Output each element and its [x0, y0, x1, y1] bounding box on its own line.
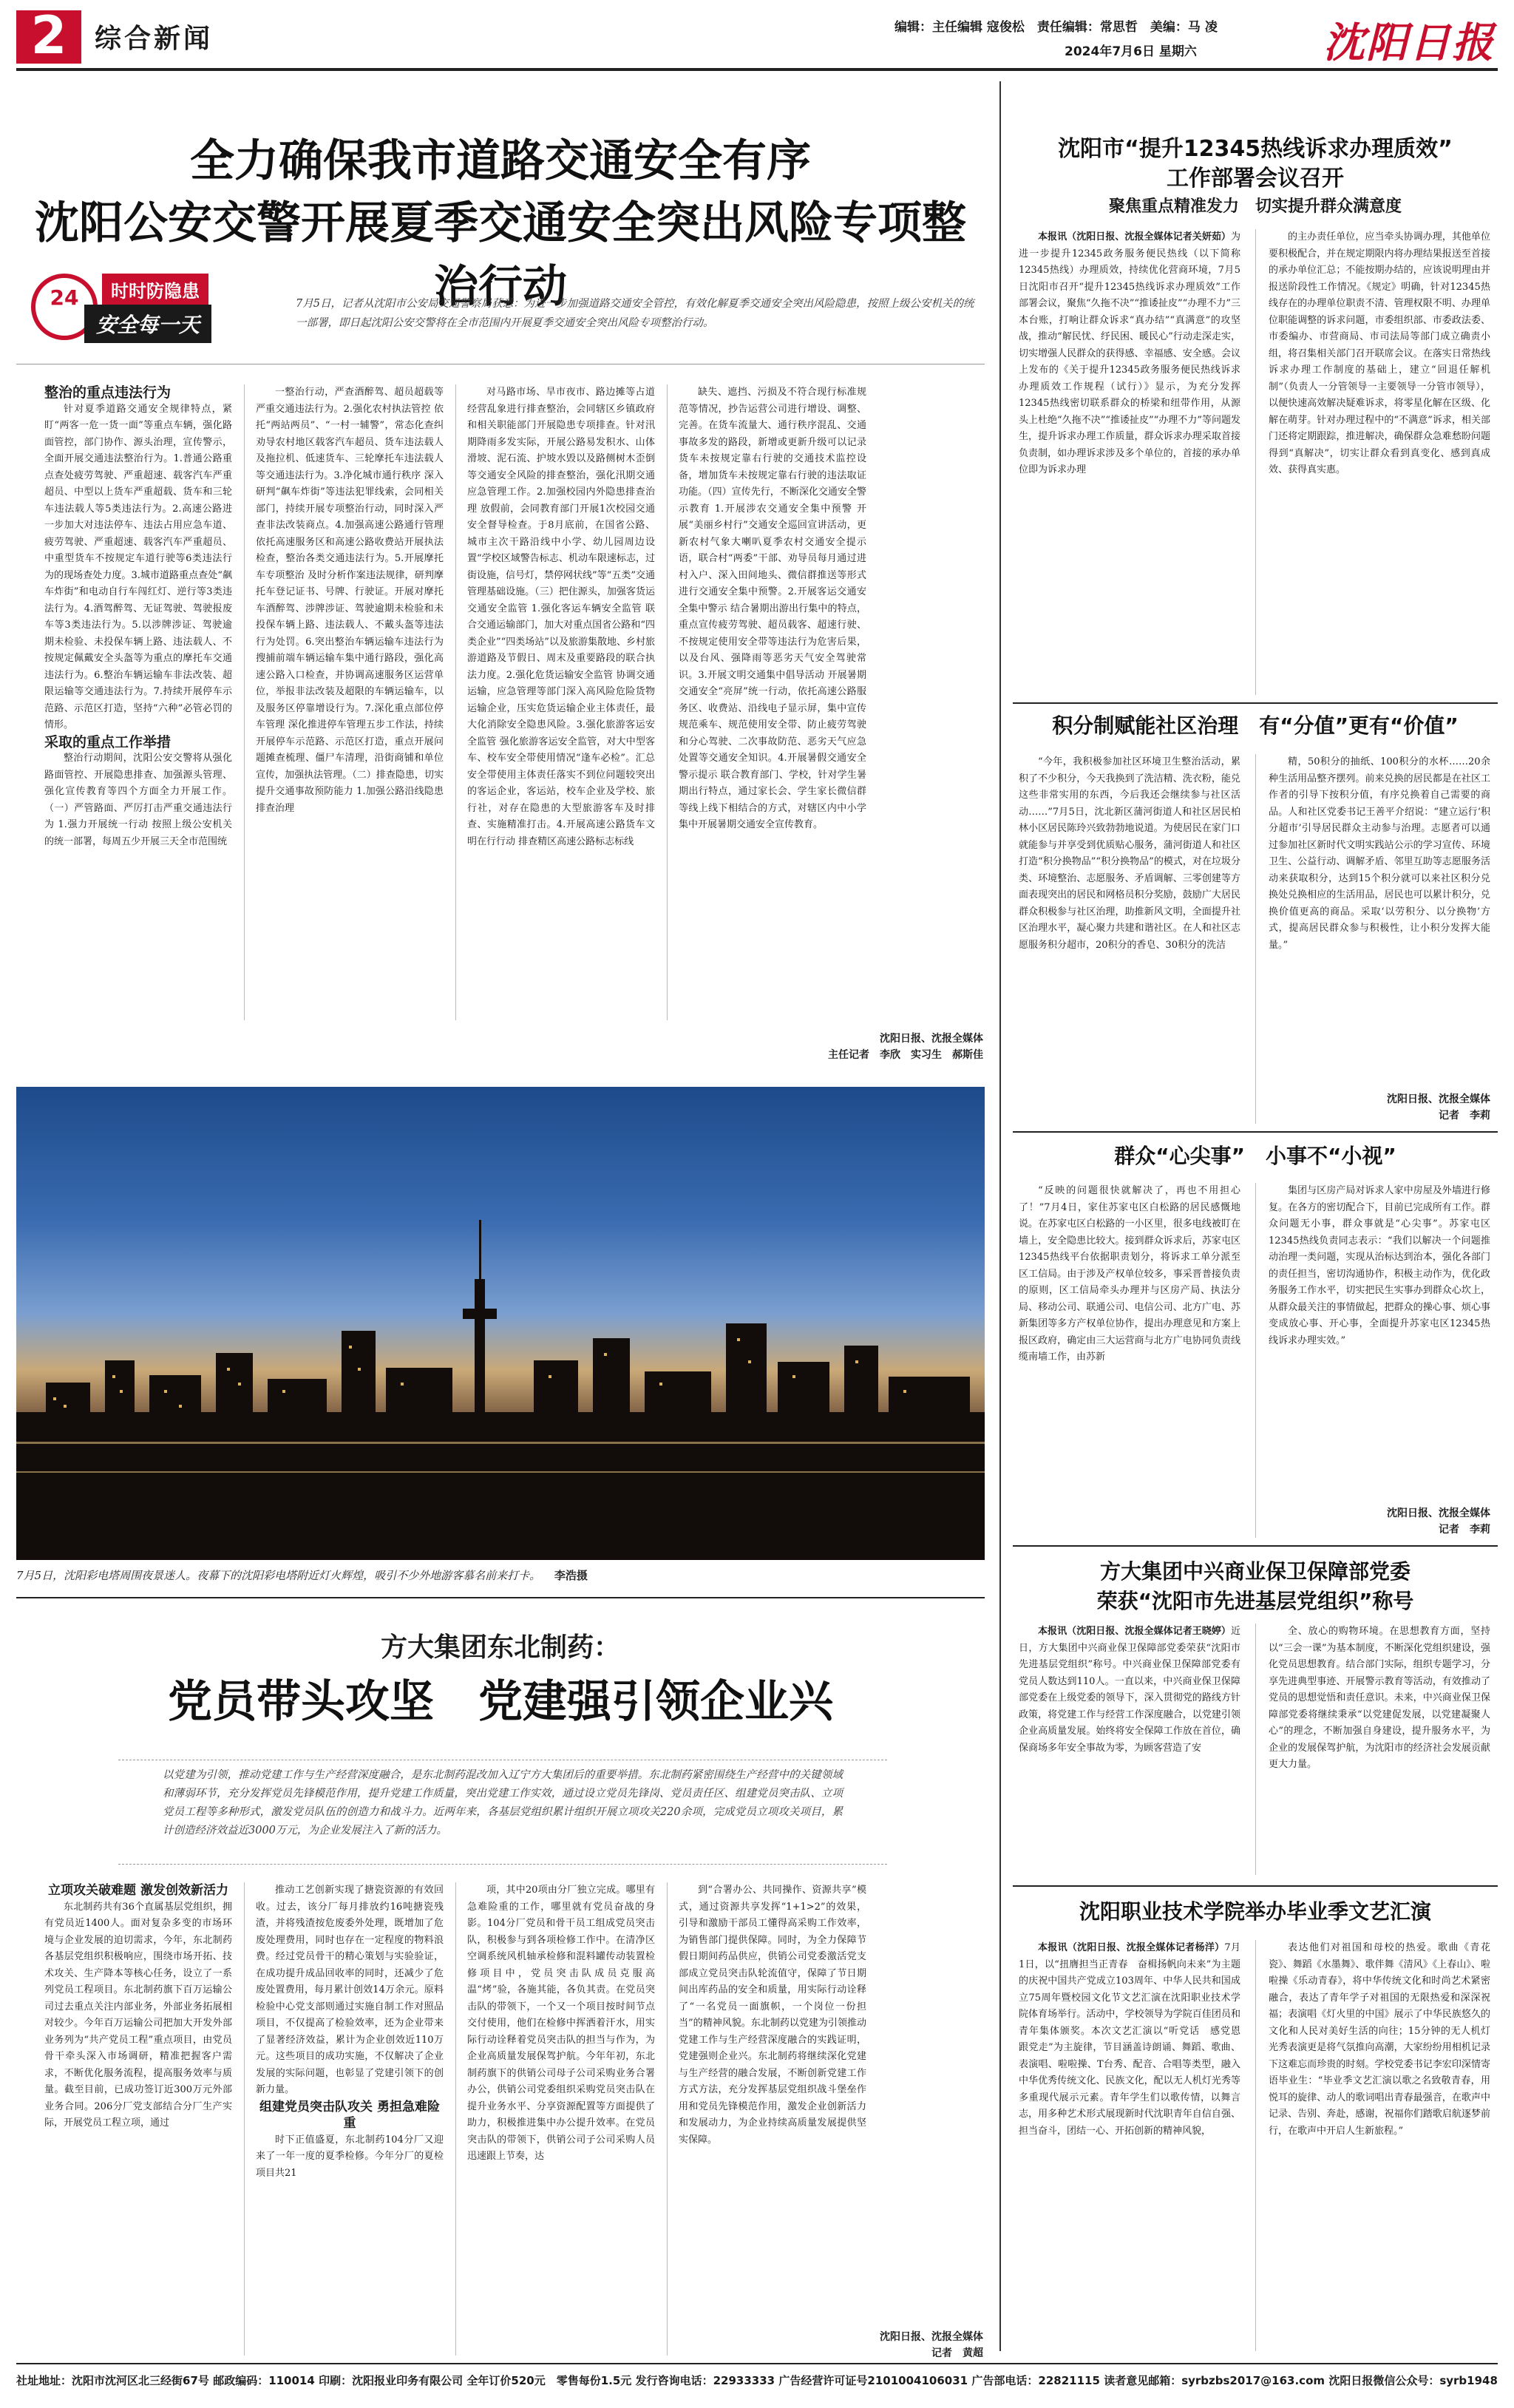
footer-wechat: 沈阳日报微信公众号：syrb1948 [1328, 2373, 1498, 2387]
footer-subscription: 全年订价520元 零售每份1.5元 [466, 2373, 632, 2387]
main-article-col-4-text: 缺失、遮挡、污损及不符合现行标准规范等情况，抄告运营公司进行增设、调整、完善。在货车流量大、通行秩序混乱、交通事故多发的路段，新增或更新升级可以记录货车未按规定靠右行驶的交通技术监控设备，增加货车未按规定靠右行驶的违法取证功能。（四）宣传先行，不断深化交通安全警示教育 1.开展涉农交通安全集中预警 开展“美丽乡村行”交通安全巡回宣讲活动，更新农村气象大喇叭夏季农村交通安全提示语，联合村“两委”干部、劝导员每月通过进村入户、深入田间地头、微信群推送等形式进行交通安全集中预警。2.开展客运交通安全集中警示 结合暑期出游出行集中的特点，重点宣传疲劳驾驶、超员载客、超速行驶、不按规定使用安全带等违法行为危害后果，以及台风、强降雨等恶劣天气安全驾驶常识。3.开展文明交通集中倡导活动 开展暑期交通安全“亮屏”统一行动，依托高速公路服务区、收费站、沿线电子显示屏，集中宣传规范乘车、规范使用安全带、防止疲劳驾驶和分心驾驶、二次事故防范、恶劣天气应急处置等交通安全知识。4.开展暑假交通安全警示提示 联合教育部门、学校，针对学生暑期出行特点，通过家长会、学生家长微信群等线上线下相结合的方式，对辖区内中小学集中开展暑期交通安全宣传教育。 [679, 387, 866, 830]
col-divider [667, 1882, 668, 2356]
right4-col-1 [1019, 1624, 1240, 1875]
footer-printer: 印刷：沈阳报业印务有限公司 [319, 2373, 464, 2387]
article2-col-3 [467, 1882, 655, 2356]
right2-col-1-text: “今年，我积极参加社区环境卫生整治活动，累积了不少积分，今天我换到了洗洁精、洗衣粉，能兑这些非常实用的东西，今后我还会继续参与社区活动……”7月5日，沈北新区蒲河街道人和社区居民柏林小区居民陈玲兴致勃勃地说道。为使居民在家门口就能参与并享受到优质贴心服务，蒲河街道人和社区打造“积分换物品”“积分换物品”的模式，对在垃圾分类、环境整治、志愿服务、矛盾调解、三零创建等方面表现突出的居民和网格员积分奖励，鼓励广大居民群众积极参与社区治理，助推新风文明，全面提升社区治理水平，凝心聚力共建和谐社区。在人和社区志愿服务积分超市，20积分的香皂、30积分的洗洁 [1019, 756, 1240, 951]
header-rule [16, 68, 1498, 71]
article2-byline [769, 2329, 983, 2361]
right2-col-1 [1019, 754, 1240, 1124]
right3-reporter: 记者 李莉 [1439, 1524, 1490, 1536]
col-divider [1255, 229, 1256, 695]
right5-col-2 [1269, 1940, 1490, 2351]
right1-rule [1013, 702, 1498, 704]
article2-col-1-text: 东北制药共有36个直属基层党组织，拥有党员近1400人。面对复杂多变的市场环境与企业发展的迫切需求，今年，东北制药各基层党组织积极响应，围绕市场开拓、技术攻关、生产降本等核心任务，设立了一系列党员工程项目。东北制药旗下百万运输公司过去重点关注内部业务，外部业务拓展相对较少。今年百万运输公司把加大开发外部业务列为“共产党员工程”重点项目，由党员骨干牵头深入市场调研，精准把握客户需求，不断优化服务流程，提高服务效率与质量。截至目前，已成功签订近300万元外部业务合同。206分厂党支部结合分厂生产实际，开展党员工程立项，通过 [44, 1901, 232, 2129]
right1-title-1: 沈阳市“提升12345热线诉求办理质效” [1058, 136, 1453, 162]
right4-col-1-text: 近日，方大集团中兴商业保卫保障部党委荣获“沈阳市先进基层党组织”称号。中兴商业保卫保障部党委有党员人数达到110人。一直以来，中兴商业保卫保障部党委在上级党委的领导下，深入贯彻党的路线方针政策，将党建工作与经营工作深度融合，以党建引领企业高质量发展。始终将安全保障工作放在首位，确保商场多年安全事故为零，为顾客营造了安 [1019, 1626, 1240, 1754]
col-divider [244, 384, 245, 1020]
article2-col-3-text: 项，其中20项由分厂独立完成。哪里有急难险重的工作，哪里就有党员奋战的身影。104分厂党员和骨干员工组成党员突击队，积极参与到各项检修工作中。在清净区空调系统风机轴承检修和混料罐传动装置检修项目中，党员突击队成员克服高温“烤”验，各施其能，各负其责。在党员突击队的带领下，一个又一个项目按时间节点交付使用，他们在检修中挥洒着汗水，用实际行动诠释着党员突击队的担当与作为，为企业高质量发展保驾护航。今年年初，东北制药旗下的供销公司母子公司采购业务合署办公，供销公司党委组织采购党员突击队在提升业务水平、分享资源配置等方面提供了助力，积极推进集中办公提升效率。在党员突击队的带领下，供销公司子公司采购人员迅速跟上节奏，达 [467, 1885, 655, 2162]
right5-lead: 本报讯（沈阳日报、沈报全媒体记者杨洋） [1038, 1942, 1225, 1953]
city-night-photo [16, 1087, 985, 1560]
right1-col-2 [1269, 229, 1490, 695]
footer-postcode: 邮政编码：110014 [213, 2373, 315, 2387]
footer-address: 社址地址：沈阳市沈河区北三经街67号 [16, 2373, 209, 2387]
right1-col-2-text: 的主办责任单位，应当牵头协调办理，其他单位要积极配合，并在规定期限内将办理结果报送至首接的承办单位汇总；不能按期办结的，应该说明理由并报送阶段性工作情况。《规定》明确，针对12345热线存在的办理单位职责不清、管理权限不明、办理单位职能调整的诉求问题，市委组织部、市委政法委、市委编办、市营商局、市司法局等部门成立确责小组，将召集相关部门召开联席会议。在落实日常热线诉求办理工作制度的基础上，建立“回退任解机制”（负责人一分管领导一主要领导一分管市领导），以便快速高效解决疑难诉求，将零星化解在区级、化解在萌芽。针对办理过程中的“不满意”诉求，相关部门还将定期跟踪，推进解决，确保群众急难愁盼问题得到“真解决”，切实让群众看到真变化、感到真成效、获得真实惠。 [1269, 231, 1490, 475]
right3-col-2-text: 集团与区房产局对诉求人家中房屋及外墙进行修复。在各方的密切配合下，目前已完成所有工作。群众问题无小事，群众事就是“心尖事”。苏家屯区12345热线负责同志表示：“我们以解决一个问题推动治理一类问题，实现从治标达到治本，强化各部门的责任担当，密切沟通协作，积极主动作为，优化政务服务工作水平，切实把民生实事办到群众心坎上，从群众最关注的事情做起，把群众的操心事、烦心事变成放心事、开心事，全面提升苏家屯区12345热线诉求办理实效。” [1269, 1185, 1490, 1346]
main-article-col-1 [44, 384, 232, 1020]
safety-column-badge [31, 266, 245, 347]
right4-rule [1013, 1885, 1498, 1887]
main-article-title-2: 沈阳公安交警开展夏季交通安全突出风险专项整治行动 [35, 197, 966, 313]
main-article-subhead-2: 采取的重点工作举措 [44, 733, 172, 750]
main-article-title-1: 全力确保我市道路交通安全有序 [190, 135, 811, 187]
footer-rule [16, 2363, 1498, 2364]
right4-title-1: 方大集团中兴商业保卫保障部党委 [1099, 1559, 1411, 1584]
article2-intro: 以党建为引领，推动党建工作与生产经营深度融合，是东北制药混改加入辽宁方大集团后的重要举措。东北制药紧密围绕生产经营中的关键领域和薄弱环节，充分发挥党员先锋模范作用，提升党建工作质量，突出党建工作实效，通过设立党员先锋岗、党员责任区、组建党员突击队、立项党员工程等多种形式，激发党员队伍的创造力和战斗力。近两年来，各基层党组织累计组织开展立项攻关220余项，完成党员立项攻关项目，累计创造经济效益近3000万元，为企业发展注入了新的活力。 [163, 1769, 843, 1836]
right3-col-2 [1269, 1183, 1490, 1505]
skyline-illustration [16, 1087, 985, 1560]
main-article-col-2-text: 一整治行动，严查酒醉驾、超员超载等严重交通违法行为。2.强化农村执法管控 依托“两站两员”、“一村一辅警”，常态化查纠劝导农村地区载客汽车超员、货车违法载人及拖拉机、低速货车、三轮摩托车违法载人等交通违法行为。3.净化城市通行秩序 深入研判“飙车炸街”等违法犯罪线索，会同相关部门，持续开展专项整治行动，同时深入严查非法改装商点。4.加强高速公路通行管理 依托高速服务区和高速公路收费站开展执法检查，整治各类交通违法行为。5.开展摩托车专项整治 及时分析作案违法规律，研判摩托车登记证书、号牌、行驶证。开展对摩托车酒醉驾、涉牌涉证、驾驶逾期未检验和未投保车辆上路、违法载人、不戴头盔等违法行为处罚。6.突出整治车辆运输车违法行为 搜捕前端车辆运输车集中通行路段，强化高速公路入口检查，并协调高速服务区运营单位，举报非法改装及超限的车辆运输车，以及服务区停靠增设行为。7.深化重点部位停车管理 深化推进停车管理五步工作法，持续开展停车示范路、示范区打造，重点开展问题摊查梳理、僵尸车清理，沿街商铺和单位宣传，加强执法管理。（二）排查隐患，切实提升交通事故预防能力 1.加强公路沿线隐患排查治理 [256, 387, 444, 814]
right5-col-2-text: 表达他们对祖国和母校的热爱。歌曲《青花瓷》、舞蹈《水墨舞》、歌伴舞《清风》《上春山》、啦啦操《乐动青春》，将中华传统文化和时尚艺术紧密融合，表达了青年学子对祖国的无限热爱和深深祝福；表演唱《灯火里的中国》展示了中华民族悠久的文化和人民对美好生活的向往；15分钟的无人机灯光秀表演更是将气氛推向高潮，大家纷纷用相机记录下这难忘而珍贵的时刻。学校党委书记李宏印深情寄语毕业生：“毕业季文艺汇演以歌之名致敬青春，用悦耳的旋律、动人的歌词唱出青春最强音，在歌声中记录、告别、奔赴，感谢，祝福你们踏歌启航逐梦前行，在歌声中开启人生新旅程。” [1269, 1942, 1490, 2137]
article2-subhead-2: 组建党员突击队攻关 勇担急难险重 [259, 2099, 440, 2131]
article2-intro-box [118, 1760, 887, 1865]
right4-lead: 本报讯（沈阳日报、沈报全媒体记者王晓婷） [1038, 1626, 1231, 1637]
main-article-reporters: 主任记者 李欣 实习生 郝斯佳 [828, 1049, 983, 1061]
right5-title: 沈阳职业技术学院举办毕业季文艺汇演 [1079, 1899, 1431, 1924]
main-article-sign: 沈阳日报、沈报全媒体 [880, 1033, 983, 1045]
right5-col-1 [1019, 1940, 1251, 2351]
right3-byline [1269, 1505, 1490, 1538]
col-divider [667, 384, 668, 1020]
page-number: 2 [30, 5, 67, 66]
footer-ad-phone: 广告部电话：22821115 [971, 2373, 1100, 2387]
issue-date: 2024年7月6日 星期六 [1065, 44, 1197, 59]
footer-hotline: 发行咨询电话：22933333 [635, 2373, 775, 2387]
main-article-col-4 [679, 384, 866, 1020]
main-article-col-1-text: 针对夏季道路交通安全规律特点，紧盯“两客一危一货一面”等重点车辆，强化路面管控，部门协作、源头治理，宣传警示，全面开展交通违法整治行为。1.普通公路重点查处疲劳驾驶、严重超速、载客汽车严重超员、中型以上货车严重超载、货车和三轮车违法载人等5类违法行为。2.高速公路进一步加大对违法停车、违法占用应急车道、疲劳驾驶、严重超速、载客汽车严重超员、中重型货车不按规定车道行驶等6类违法行为的现场查处力度。3.城市道路重点查处“飙车炸街”和电动自行车闯红灯、逆行等3类违法行为。4.酒驾醉驾、无证驾驶、驾驶报废车等3类违法行为。5.以涉牌涉证、驾驶逾期未检验、未投保车辆上路、违法载人、不按规定佩戴安全头盔等为重点的摩托车交通违法行为。6.整治车辆运输车非法改装、超限运输等交通违法行为。7.持续开展停车示范路、示范区打造，坚持“六种”必管必罚的情形。 [44, 403, 232, 730]
right3-sign: 沈阳日报、沈报全媒体 [1387, 1507, 1490, 1519]
main-article-col-1-text-2: 整治行动期间，沈阳公安交警将从强化路面管控、开展隐患排查、加强源头管理、强化宣传教育等四个方面全力开展工作。（一）严管路面、严厉打击严重交通违法行为 1.强力开展统一行动 按照上级公安机关的统一部署，每周五少开展三天全市范围统 [44, 753, 232, 847]
article2-kicker: 方大集团东北制药： [380, 1632, 620, 1663]
main-article-intro: 7月5日，记者从沈阳市公安局交通警察局获悉：为进一步加强道路交通安全管控，有效化解夏季交通安全突出风险隐患，按照上级公安机关的统一部署，即日起沈阳公安交警将在全市范围内开展夏季交通安全突出风险专项整治行动。 [296, 298, 974, 329]
col-divider [1255, 1183, 1256, 1538]
footer-email: 读者意见邮箱：syrbzbs2017@163.com [1104, 2373, 1325, 2387]
editor-credits: 编辑：主任编辑 寇俊松 责任编辑：常思哲 美编：马 凌 [895, 20, 1218, 35]
footer-ad-license: 广告经营许可证号2101004106031 [778, 2373, 968, 2387]
badge-number: 24 [50, 285, 79, 310]
article2-title: 党员带头攻坚 党建强引领企业兴 [168, 1676, 833, 1728]
article2-col-2-text: 推动工艺创新实现了搪瓷资源的有效回收。过去，该分厂每月排放约16吨搪瓷残渣，并将残渣按危废委外处理，既增加了危废处理费用，同时也存在一定程度的物料浪费。经过党员骨干的精心策划与实验验证，在成功提升成品回收率的同时，还减少了危废处置费用，每月累计创效14万余元。原料检验中心党支部则通过实施自制工作对照品项目，不仅提高了检验效率，还为企业带来了显著经济效益，累计为企业创效近110万元。这些项目的成功实施，不仅解决了企业发展的实际问题，也彰显了党建引领下的创新力量。 [256, 1885, 444, 2095]
masthead-logo: 沈阳日报 [1323, 18, 1495, 67]
col-divider [455, 1882, 456, 2356]
right1-subtitle: 聚焦重点精准发力 切实提升群众满意度 [1108, 197, 1402, 216]
right5-col-1-text: 7月1日，以“扭膺担当正青春 奋楫扬帆向未来”为主题的庆祝中国共产党成立103周年、中华人民共和国成立75周年暨校园文化节文艺汇演在沈阳职业技术学院体育场举行。活动中，学校领导为学院百佳团员和青年集体颁奖。本次文艺汇演以“听党话 感党恩 跟党走”为主旋律，节目涵盖诗朗诵、舞蹈、歌曲、表演唱、啦啦操、T台秀、配音、合唱等类型，融入中华优秀传统文化、民族文化，配以无人机灯光秀等多重现代展示元素。青年学生们以歌传情，以舞言志，用多种艺术形式展现新时代沈职青年自信自强、担当奋斗，团结一心、开拓创新的精神风貌， [1019, 1942, 1251, 2137]
photo-rule [16, 1597, 985, 1598]
right4-col-2 [1269, 1624, 1490, 1875]
article2-col-2b-text: 时下正值盛夏，东北制药104分厂又迎来了一年一度的夏季检修。今年分厂的夏检项目共21 [256, 2134, 444, 2179]
right3-title: 群众“心尖事” 小事不“小视” [1114, 1144, 1396, 1168]
article2-subhead-1: 立项攻关破难题 激发创效新活力 [48, 1883, 228, 1898]
article2-col-4-text: 到“合署办公、共同操作、资源共享”模式，通过资源共享发挥“1+1>2”的效果，引导和激励干部员工懂得高采购工作效率，为销售部门提供保障。同时，为全力保障节假日期间药品供应，供销公司党委激活党支部成立党员突击队轮流值守，保障了节日期间出库药品的安全和质量，用实际行动诠释了“一名党员一面旗帜，一个岗位一份担当”的精神风貌。东北制药以党建为引领推动党建工作与生产经营深度融合的实践证明，党建强则企业兴。东北制药将继续深化党建与生产经营的融合发展，不断创新党建工作方式方法，充分发挥基层党组织战斗堡垒作用和党员先锋模范作用，激发企业创新活力和发展动力，为企业持续高质量发展提供坚实保障。 [679, 1885, 866, 2146]
article2-col-2 [256, 1882, 444, 2356]
badge-top-label: 时时防隐患 [102, 274, 208, 305]
right1-col-1 [1019, 229, 1240, 695]
right2-col-2-text: 精，50积分的抽纸、100积分的水杯……20余种生活用品整齐摆列。前来兑换的居民都是在社区工作者的引导下按积分值，有序兑换着自己需要的商品。人和社区党委书记王善平介绍说：“建立运行‘积分超市’引导居民群众主动参与治理。志愿者可以通过参加社区新时代文明实践站公示的学习宣传、环境卫生、公益行动、调解矛盾、邻里互助等志愿服务活动来获取积分，达到15个积分就可以来社区积分兑换处兑换相应的生活用品，居民也可以累计积分，兑换价值更高的商品。采取‘以劳积分、以分换物’方式，提高居民群众参与积极性，让小积分发挥大能量。” [1269, 756, 1490, 951]
photo-caption-text: 7月5日，沈阳彩电塔周围夜景迷人。夜幕下的沈阳彩电塔附近灯火辉煌，吸引不少外地游客慕名前来打卡。 [16, 1569, 541, 1582]
col-divider [455, 384, 456, 1020]
article2-reporter: 记者 黄超 [931, 2347, 983, 2359]
right1-title-2: 工作部署会议召开 [1167, 166, 1344, 191]
right4-title-2: 荣获“沈阳市先进基层党组织”称号 [1096, 1589, 1414, 1613]
page-column-rule [999, 81, 1001, 2351]
right2-byline [1269, 1091, 1490, 1124]
main-article-col-2 [256, 384, 444, 1020]
article2-col-1 [44, 1882, 232, 2356]
col-divider [1255, 1624, 1256, 1875]
photo-author: 李浩摄 [554, 1569, 588, 1582]
right2-col-2 [1269, 754, 1490, 1091]
right2-sign: 沈阳日报、沈报全媒体 [1387, 1093, 1490, 1105]
right1-col-1-text: 为进一步提升12345政务服务便民热线（以下简称12345热线）办理质效，持续优化营商环境，7月5日沈阳市召开“提升12345热线诉求办理质效”工作部署会议，聚焦“久拖不决”“推诿扯皮”“办理不力”三本台账，打响让群众诉求“真办结”“真满意”的攻坚战，推动“解民忧、纾民困、暖民心”行动走深走实，切实增强人民群众的获得感、幸福感、安全感。会议上发布的《关于提升12345政务服务便民热线诉求办理质效工作规程（试行）》显示，为充分发挥12345热线密切联系群众的桥梁和纽带作用，从源头上杜绝“久拖不决”“推诿扯皮”“办理不力”等问题发生，提升诉求办理工作质量，群众诉求办理采取首接负责制，如办理诉求涉及多个单位的，首接的承办单位即为诉求办理 [1019, 231, 1240, 475]
right2-reporter: 记者 李莉 [1439, 1110, 1490, 1122]
col-divider [1255, 1940, 1256, 2351]
article2-col-4 [679, 1882, 866, 2319]
main-article-byline [769, 1031, 983, 1063]
badge-bottom-label: 安全每一天 [84, 305, 211, 343]
main-article-col-3 [467, 384, 655, 1020]
right3-rule [1013, 1545, 1498, 1547]
section-name: 综合新闻 [95, 24, 214, 54]
right1-lead: 本报讯（沈阳日报、沈报全媒体记者关妍茹） [1038, 231, 1231, 243]
right2-rule [1013, 1131, 1498, 1133]
main-article-subhead-1: 整治的重点违法行为 [44, 384, 172, 401]
right2-title: 积分制赋能社区治理 有“分值”更有“价值” [1052, 713, 1459, 738]
right4-col-2-text: 全、放心的购物环境。在思想教育方面，坚持以“三会一课”为基本制度，不断深化党组织建设，强化党员思想教育。结合部门实际，组织专题学习，分享先进典型事迹、开展警示教育等活动，有效推动了党员的思想觉悟和责任意识。未来，中兴商业保卫保障部党委将继续秉承“以党建促发展，以党建凝聚人心”的理念，不断加强自身建设，提升服务水平，为企业的发展保驾护航，为沈阳市的经济社会发展贡献更大力量。 [1269, 1626, 1490, 1770]
col-divider [244, 1882, 245, 2356]
main-article-col-3-text: 对马路市场、旱市夜市、路边摊等占道经营乱象进行排查整治，会同辖区乡镇政府和相关职能部门开展隐患专项排查。针对汛期降雨多发实际，开展公路易发积水、山体滑坡、泥石流、护坡水毁以及路侧树木歪倒等交通安全风险的排查整治，强化汛期交通应急管理工作。2.加强校园内外隐患排查治理 放假前，会同教育部门开展1次校园交通安全督导检查。于8月底前，在国省公路、城市主次干路沿线中小学、幼儿园周边设置“学校区域警告标志、机动车限速标志，过街设施，信号灯，禁停网状线”等“五类”交通管理基础设施。（三）把住源头，加强客货运交通安全监管 1.强化客运车辆安全监管 联合交通运输部门，加大对重点国省公路和“四类企业”“四类场站”以及旅游集散地、乡村旅游道路及节假日、周末及重要路段的联合执法力度。2.强化危货运输安全监管 协调交通运输，应急管理等部门深入高风险危险货物运输企业，压实危货运输企业主体责任，最大化消除安全隐患风险。3.强化旅游客运安全监管 强化旅游客运安全监管，对大中型客车、校车安全带使用情况“逢车必检”。汇总安全带使用主体责任落实不到位问题较突出的客运企业，客运站，校车企业及学校、旅行社，对存在隐患的大型旅游客车及时排查、实施精准打击。4.开展高速公路货车文明在行行动 排查精区高速公路标志标线 [467, 387, 655, 847]
photo-caption [16, 1566, 985, 1585]
right3-col-1 [1019, 1183, 1240, 1538]
col-divider [1255, 754, 1256, 1124]
right3-col-1-text: “反映的问题很快就解决了，再也不用担心了！”7月4日，家住苏家屯区白松路的居民感慨地说。在苏家屯区白松路的一小区里，很多电线被盯在墙上，安全隐患比较大。接到群众诉求后，苏家屯区12345热线平台依据职责划分，将诉求工单分派至区工信局。由于涉及产权单位较多，事采晋普接负责的原则，区工信局牵头办理并与区房产局、执法分局、移动公司、联通公司、电信公司、北方广电、苏新集团等多方产权单位协作，提出办理意见和方案上报区政府，确定由三大运营商与北方广电协同负责线缆南墙工作，由苏新 [1019, 1185, 1240, 1363]
article2-sign: 沈阳日报、沈报全媒体 [880, 2331, 983, 2343]
footer [16, 2369, 1498, 2391]
